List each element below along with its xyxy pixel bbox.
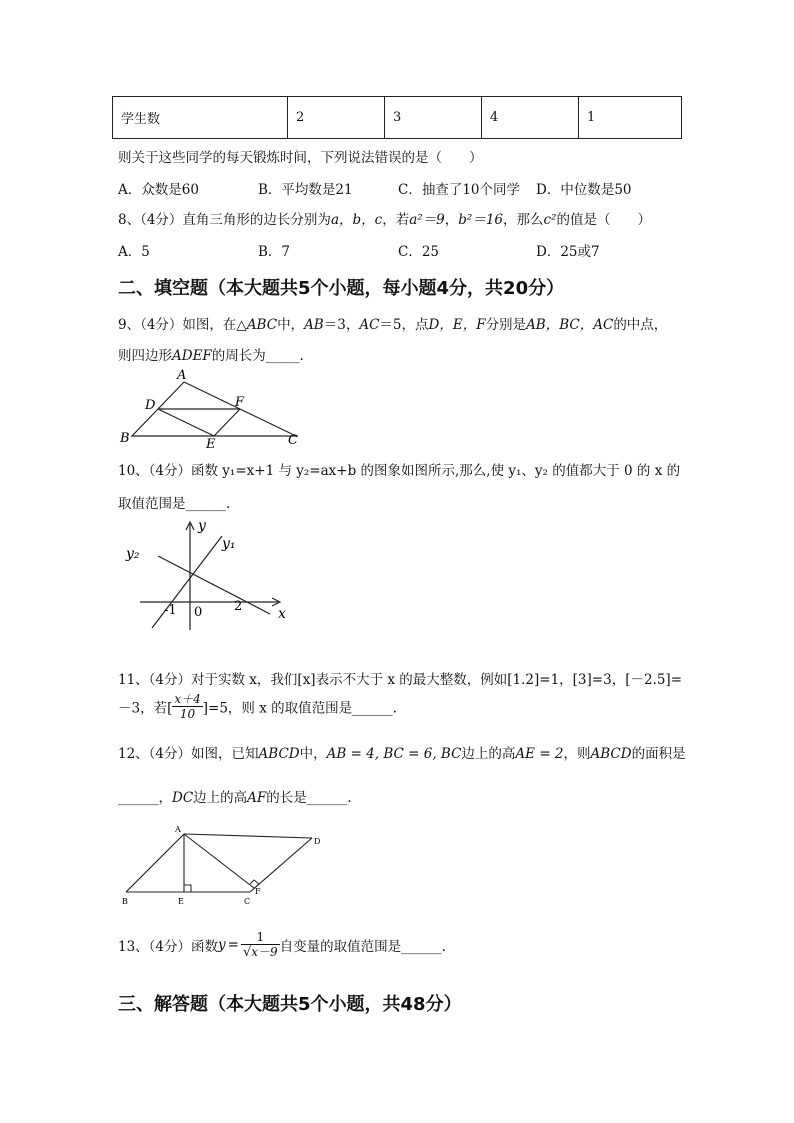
- section-3-title: 三、解答题（本大题共5个小题，共48分）: [118, 994, 462, 1015]
- axis-x-label: x: [278, 606, 286, 622]
- q8-option-a: A．5: [118, 244, 150, 260]
- label-c: C: [244, 897, 251, 906]
- label-e: E: [206, 437, 216, 450]
- q11-line2: －3，若[ $\frac{x+4}{10}$ ]=5，则 x 的取值范围是______.: [118, 692, 397, 721]
- q11-fraction: $\frac{x+4}{10}$: [174, 692, 201, 721]
- label-c: C: [288, 433, 298, 448]
- q9-line1: 9、（4分）如图，在△ABC中，AB＝3，AC＝5，点D，E，F分别是AB，BC，AC的中点，: [118, 317, 668, 333]
- section-2-title: 二、填空题（本大题共5个小题，每小题4分，共20分）: [118, 278, 565, 299]
- tick-two: 2: [234, 599, 243, 614]
- q7-option-b: B．平均数是21: [258, 182, 353, 198]
- label-d: D: [145, 398, 156, 413]
- q10-line1: 10、（4分）函数 y₁=x+1 与 y₂=ax+b 的图象如图所示,那么,使 y₁、y₂ 的值都大于 0 的 x 的: [118, 463, 681, 479]
- student-count-table: [112, 96, 682, 139]
- q10-line2: 取值范围是______.: [118, 496, 231, 512]
- q11-line1: 11、（4分）对于实数 x，我们[x]表示不大于 x 的最大整数，例如[1.2]=1，[3]=3，[－2.5]=: [118, 672, 683, 688]
- table-cell: 2: [288, 97, 385, 139]
- table-header-cell: 学生数: [113, 97, 288, 139]
- line-y2-label: y₂: [126, 546, 140, 562]
- table-row: [113, 97, 682, 139]
- table-cell: 1: [579, 97, 682, 139]
- q9-triangle-figure: [118, 366, 308, 450]
- q7-option-c: C．抽查了10个同学: [398, 182, 521, 198]
- line-y1-label: y₁: [222, 536, 236, 552]
- label-a: A: [177, 368, 187, 383]
- label-f: F: [255, 887, 261, 896]
- q7-option-d: D．中位数是50: [536, 182, 632, 198]
- tick-zero: 0: [194, 605, 203, 620]
- q8-option-d: D．25或7: [536, 244, 600, 260]
- table-cell: 3: [385, 97, 482, 139]
- label-a: A: [175, 825, 181, 834]
- q8-option-b: B．7: [258, 244, 291, 260]
- label-b: B: [122, 897, 128, 906]
- q12-parallelogram-figure: [118, 822, 328, 914]
- q12-line1: 12、（4分）如图，已知ABCD中，AB = 4, BC = 6, BC边上的高AE = 2，则ABCD的面积是: [118, 746, 686, 762]
- label-b: B: [120, 431, 130, 446]
- q10-graph-figure: [118, 512, 298, 634]
- label-e: E: [178, 897, 184, 906]
- q8-option-c: C．25: [398, 244, 440, 260]
- q7-option-a: A．众数是60: [118, 182, 199, 198]
- table-cell: 4: [482, 97, 579, 139]
- axis-y-label: y: [198, 518, 206, 534]
- label-f: F: [235, 395, 245, 410]
- q13-fraction: $\frac{1}{√x-9}$: [242, 930, 278, 960]
- q13-line: 13、（4分）函数y = $\frac{1}{√x-9}$ 自变量的取值范围是______.: [118, 930, 446, 960]
- q12-line2: ______，DC边上的高AF的长是______.: [118, 790, 352, 806]
- sqrt-icon: √: [242, 945, 252, 960]
- tick-neg1: -1: [164, 603, 177, 618]
- q7-stem: 则关于这些同学的每天锻炼时间，下列说法错误的是（ ）: [118, 150, 483, 166]
- q9-line2: 则四边形ADEF的周长为_____.: [118, 348, 304, 364]
- q8-stem: 8、（4分）直角三角形的边长分别为a，b，c，若a²＝9，b²＝16，那么c²的值是（ ）: [118, 212, 651, 228]
- label-d: D: [314, 837, 321, 846]
